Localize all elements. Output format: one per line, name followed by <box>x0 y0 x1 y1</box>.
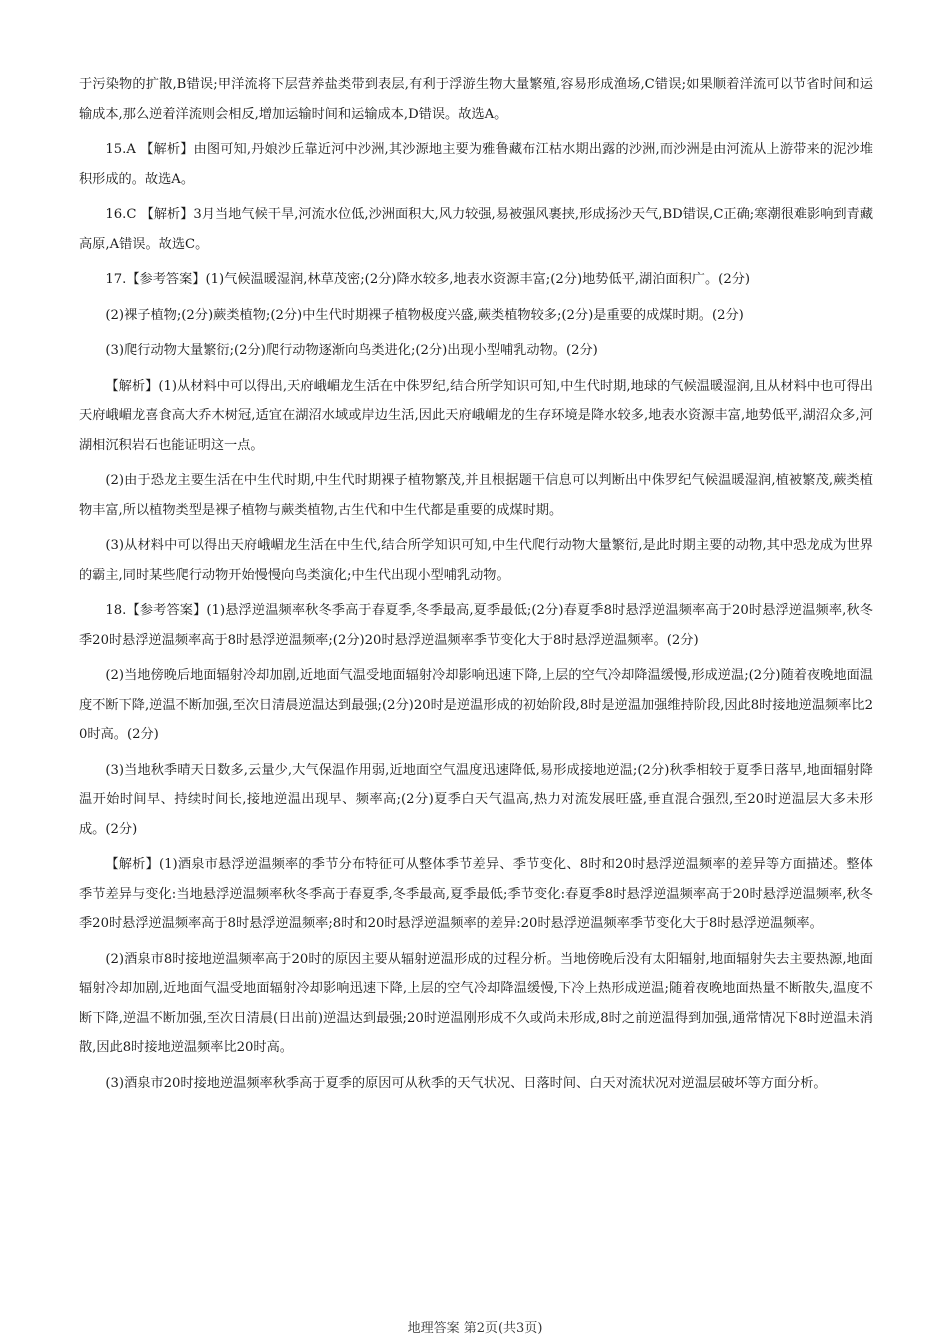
paragraph-14-continuation: 于污染物的扩散,B错误;甲洋流将下层营养盐类带到表层,有利于浮游生物大量繁殖,容易形成渔场,C错误;如果顺着洋流可以节省时间和运输成本,那么逆着洋流则会相反,增加运输时间和运输成本,D错误。故选A。 <box>79 77 873 122</box>
paragraph-18-analysis-1: 【解析】(1)酒泉市悬浮逆温频率的季节分布特征可从整体季节差异、季节变化、8时和20时悬浮逆温频率的差异等方面描述。整体季节差异与变化:当地悬浮逆温频率秋冬季高于春夏季,冬季最高,夏季最低;季节变化:春夏季8时悬浮逆温频率高于20时悬浮逆温频率,秋冬季20时悬浮逆温频率高于8时悬浮逆温频率;8时和20时悬浮逆温频率的差异:20时悬浮逆温频率季节变化大于8时悬浮逆温频率。 <box>79 857 873 931</box>
paragraph-18-analysis-2: (2)酒泉市8时接地逆温频率高于20时的原因主要从辐射逆温形成的过程分析。当地傍晚后没有太阳辐射,地面辐射失去主要热源,地面辐射冷却加剧,近地面气温受地面辐射冷却影响迅速下降,上层的空气冷却降温缓慢,下冷上热形成逆温;随着夜晚地面热量不断散失,温度不断下降,逆温不断加强,至次日清晨(日出前)逆温达到最强;20时逆温刚形成不久或尚未形成,8时之前逆温得到加强,通常情况下8时逆温未消散,因此8时接地逆温频率比20时高。 <box>79 951 873 1055</box>
answer-content <box>79 70 873 1104</box>
paragraph-17-part-3: (3)爬行动物大量繁衍;(2分)爬行动物逐渐向鸟类进化;(2分)出现小型哺乳动物。(2分) <box>105 343 598 358</box>
paragraph-17-reference: 17.【参考答案】(1)气候温暖湿润,林草茂密;(2分)降水较多,地表水资源丰富;(2分)地势低平,湖泊面积广。(2分) <box>105 272 751 287</box>
paragraph-17-analysis-1: 【解析】(1)从材料中可以得出,天府峨嵋龙生活在中侏罗纪,结合所学知识可知,中生代时期,地球的气候温暖湿润,且从材料中也可得出天府峨嵋龙喜食高大乔木树冠,适宜在湖沼水域或岸边生活,因此天府峨嵋龙的生存环境是降水较多,地表水资源丰富,地势低平,湖沼众多,河湖相沉积岩石也能证明这一点。 <box>79 378 873 453</box>
paragraph-18-reference: 18.【参考答案】(1)悬浮逆温频率秋冬季高于春夏季,冬季最高,夏季最低;(2分)春夏季8时悬浮逆温频率高于20时悬浮逆温频率,秋冬季20时悬浮逆温频率高于8时悬浮逆温频率;(2分)20时悬浮逆温频率季节变化大于8时悬浮逆温频率。(2分) <box>79 603 873 648</box>
paragraph-16-answer: 16.C 【解析】3月当地气候干旱,河流水位低,沙洲面积大,风力较强,易被强风裹挟,形成扬沙天气,BD错误,C正确;寒潮很难影响到青藏高原,A错误。故选C。 <box>79 207 873 252</box>
paragraph-18-part-2: (2)当地傍晚后地面辐射冷却加剧,近地面气温受地面辐射冷却影响迅速下降,上层的空气冷却降温缓慢,形成逆温;(2分)随着夜晚地面温度不断下降,逆温不断加强,至次日清晨逆温达到最强;(2分)20时是逆温形成的初始阶段,8时是逆温加强维持阶段,因此8时接地逆温频率比20时高。(2分) <box>79 668 873 742</box>
paragraph-18-analysis-3: (3)酒泉市20时接地逆温频率秋季高于夏季的原因可从秋季的天气状况、日落时间、白天对流状况对逆温层破坏等方面分析。 <box>105 1075 827 1091</box>
paragraph-17-analysis-3: (3)从材料中可以得出天府峨嵋龙生活在中生代,结合所学知识可知,中生代爬行动物大量繁衍,是此时期主要的动物,其中恐龙成为世界的霸主,同时某些爬行动物开始慢慢向鸟类演化;中生代出现小型哺乳动物。 <box>79 538 873 583</box>
paragraph-17-part-2: (2)裸子植物;(2分)蕨类植物;(2分)中生代时期裸子植物极度兴盛,蕨类植物较多;(2分)是重要的成煤时期。(2分) <box>105 307 744 323</box>
page-footer: 地理答案 第2页(共3页) <box>407 1321 543 1334</box>
paragraph-17-analysis-2: (2)由于恐龙主要生活在中生代时期,中生代时期裸子植物繁茂,并且根据题干信息可以判断出中侏罗纪气候温暖湿润,植被繁茂,蕨类植物丰富,所以植物类型是裸子植物与蕨类植物,古生代和中生代都是重要的成煤时期。 <box>79 473 873 518</box>
paragraph-15-answer: 15.A 【解析】由图可知,丹娘沙丘靠近河中沙洲,其沙源地主要为雅鲁藏布江枯水期出露的沙洲,而沙洲是由河流从上游带来的泥沙堆积形成的。故选A。 <box>79 142 873 187</box>
paragraph-18-part-3: (3)当地秋季晴天日数多,云量少,大气保温作用弱,近地面空气温度迅速降低,易形成接地逆温;(2分)秋季相较于夏季日落早,地面辐射降温开始时间早、持续时间长,接地逆温出现早、频率高;(2分)夏季白天气温高,热力对流发展旺盛,垂直混合强烈,至20时逆温层大多未形成。(2分) <box>79 762 873 837</box>
